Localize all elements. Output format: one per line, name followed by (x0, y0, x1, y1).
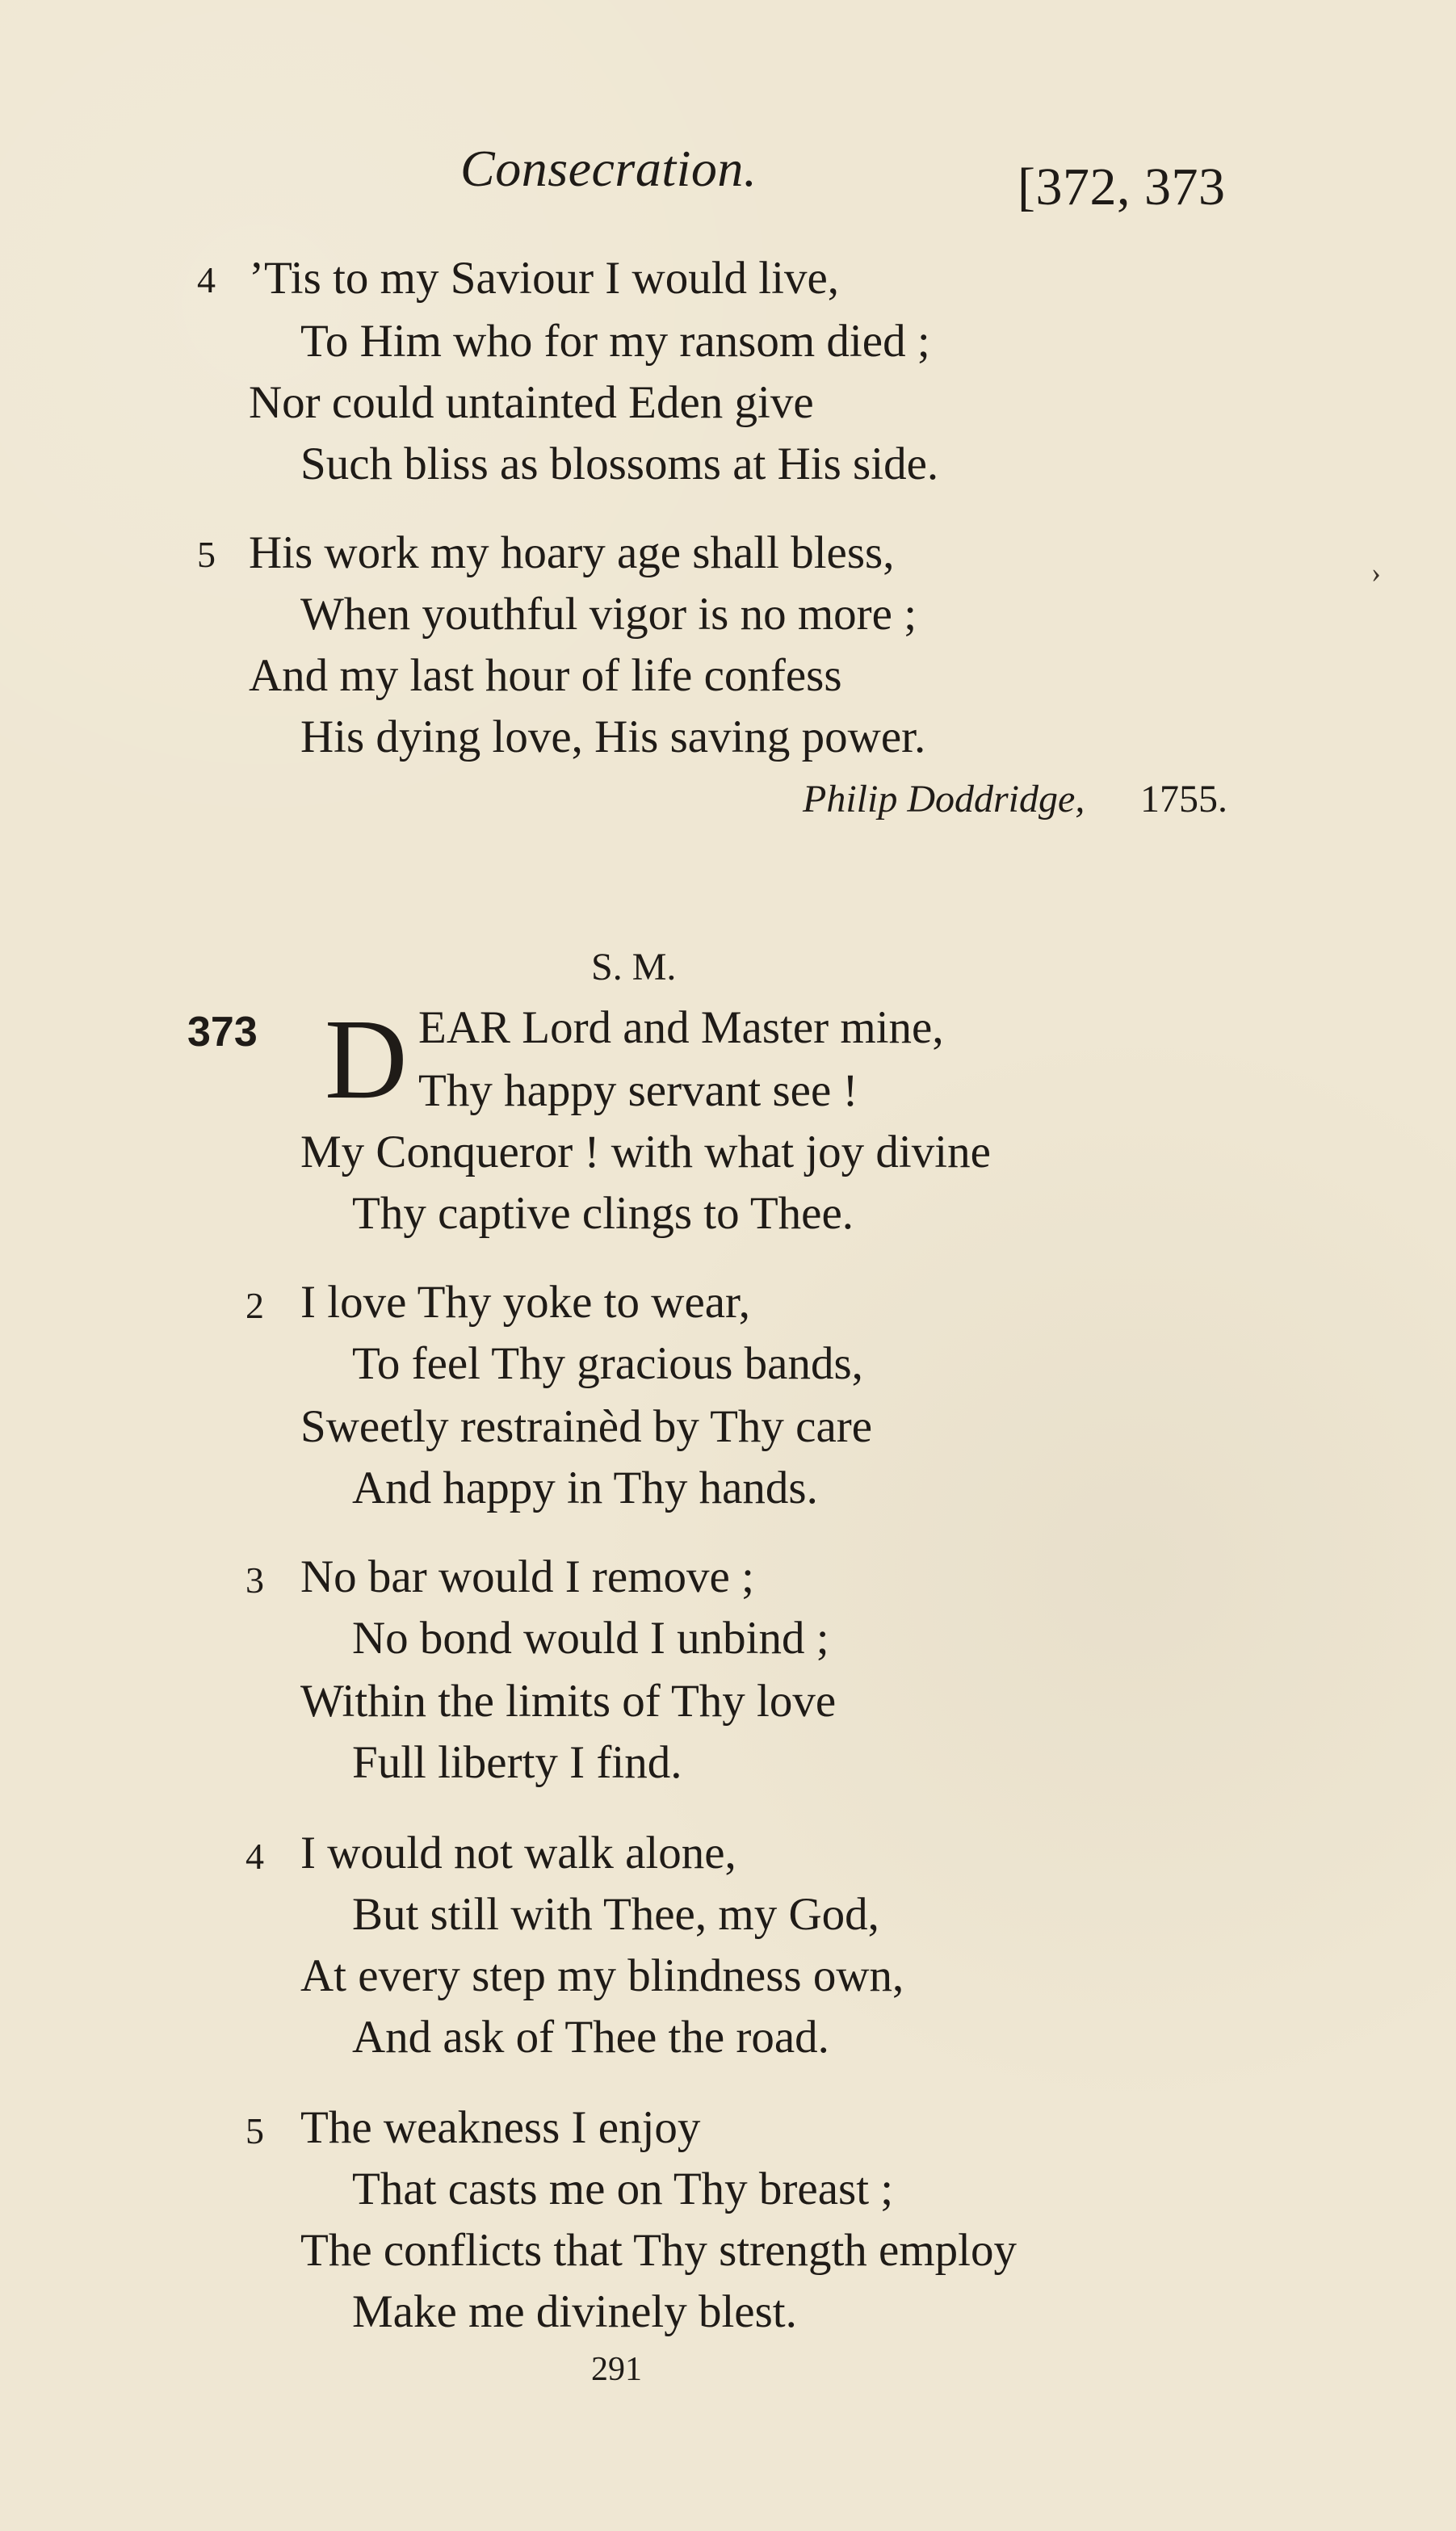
stanza-number-373-3: 3 (245, 1559, 264, 1601)
stanza-number-372-5: 5 (197, 534, 216, 575)
hymn-373-stanza-1-line-4: Thy captive clings to Thee. (352, 1188, 854, 1239)
hymn-373-stanza-1-line-3: My Conqueror ! with what joy divine (300, 1127, 991, 1177)
stanza-number-373-2: 2 (245, 1285, 264, 1326)
hymn-373-stanza-2-line-2: To feel Thy gracious bands, (352, 1338, 863, 1389)
author-year: 1755. (1140, 778, 1227, 821)
hymn-372-stanza-4-line-3: Nor could untainted Eden give (249, 377, 814, 428)
section-title: Consecration. (460, 140, 757, 197)
stanza-number-373-4: 4 (245, 1836, 264, 1877)
hymn-373-stanza-1-line-1: EAR Lord and Master mine, (418, 1002, 944, 1053)
stanza-number-373-5: 5 (245, 2110, 264, 2151)
hymn-373-stanza-3-line-3: Within the limits of Thy love (300, 1676, 837, 1727)
drop-cap: D (325, 995, 408, 1123)
hymn-373-stanza-5-line-4: Make me divinely blest. (352, 2286, 797, 2337)
hymn-373-stanza-3-line-1: No bar would I remove ; (300, 1551, 754, 1602)
margin-mark: › (1371, 556, 1381, 589)
hymn-373-stanza-5-line-3: The conflicts that Thy strength employ (300, 2225, 1018, 2276)
hymn-373-stanza-5-line-1: The weakness I enjoy (300, 2102, 701, 2153)
hymn-372-stanza-5-line-3: And my last hour of life confess (249, 650, 842, 701)
hymn-373-stanza-2-line-1: I love Thy yoke to wear, (300, 1277, 751, 1328)
hymn-373-stanza-4-line-3: At every step my blindness own, (300, 1950, 904, 2001)
page-number: 291 (591, 2351, 642, 2388)
hymn-372-stanza-5-line-4: His dying love, His saving power. (300, 711, 926, 762)
hymn-373-stanza-2-line-3: Sweetly restrainèd by Thy care (300, 1401, 873, 1452)
hymn-372-stanza-5-line-1: His work my hoary age shall bless, (249, 527, 895, 578)
stanza-number-372-4: 4 (197, 259, 216, 300)
hymn-373-stanza-1-line-2: Thy happy servant see ! (418, 1065, 858, 1116)
hymn-range-label: [372, 373 (1018, 157, 1226, 216)
hymn-373-stanza-4-line-2: But still with Thee, my God, (352, 1889, 879, 1940)
hymn-number: 373 (187, 1009, 258, 1056)
hymn-372-stanza-4-line-1: ’Tis to my Saviour I would live, (249, 253, 840, 304)
hymn-372-stanza-4-line-2: To Him who for my ransom died ; (300, 316, 930, 367)
hymn-372-stanza-4-line-4: Such bliss as blossoms at His side. (300, 439, 939, 489)
hymn-372-stanza-5-line-2: When youthful vigor is no more ; (300, 589, 917, 640)
hymn-373-stanza-5-line-2: That casts me on Thy breast ; (352, 2164, 894, 2214)
meter-label: S. M. (591, 946, 677, 988)
hymn-373-stanza-4-line-4: And ask of Thee the road. (352, 2012, 829, 2063)
hymn-373-stanza-3-line-4: Full liberty I find. (352, 1737, 682, 1788)
hymn-373-stanza-4-line-1: I would not walk alone, (300, 1828, 736, 1878)
author-attribution: Philip Doddridge, (803, 778, 1085, 821)
hymn-373-stanza-3-line-2: No bond would I unbind ; (352, 1613, 829, 1664)
hymn-373-stanza-2-line-4: And happy in Thy hands. (352, 1463, 818, 1513)
